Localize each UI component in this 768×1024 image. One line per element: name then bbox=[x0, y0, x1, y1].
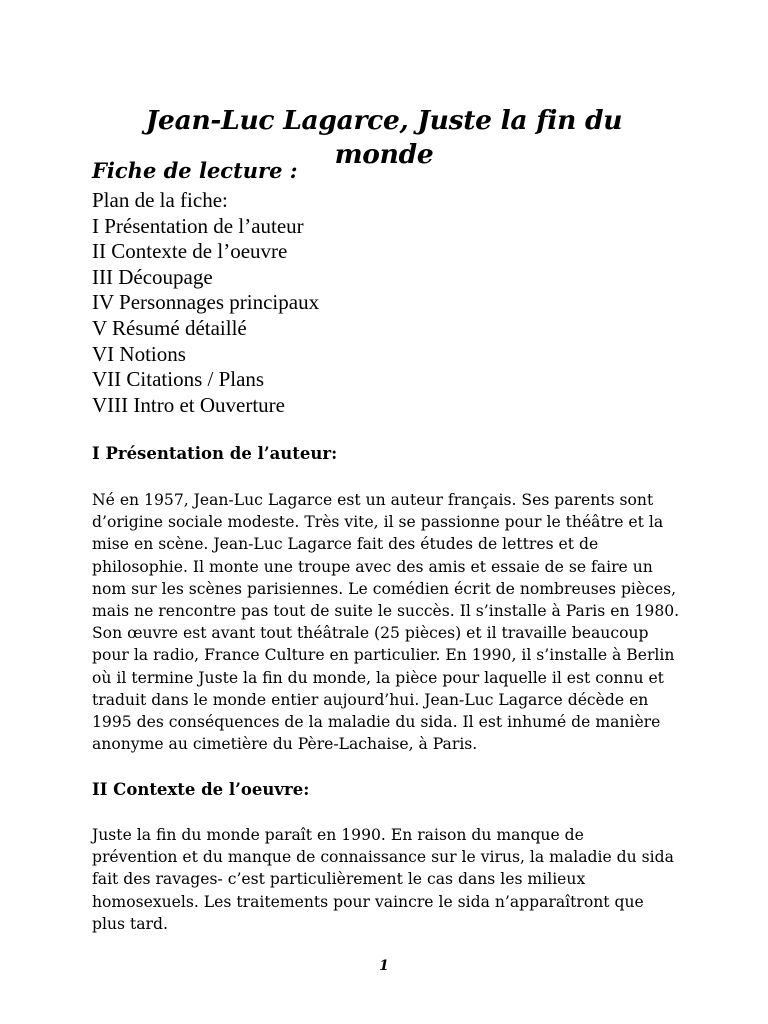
paragraph-line: traduit dans le monde entier aujourd’hui. Jean-Luc Lagarce décède en bbox=[92, 690, 649, 709]
paragraph-line: Né en 1957, Jean-Luc Lagarce est un auteur français. Ses parents sont bbox=[92, 491, 654, 509]
section-paragraph-author bbox=[92, 489, 682, 755]
paragraph-line: pour la radio, France Culture en particulier. En 1990, il s’installe à Berlin bbox=[92, 646, 675, 665]
paragraph-line: Son œuvre est avant tout théâtrale (25 pièces) et il travaille beaucoup bbox=[92, 624, 649, 643]
plan-item: II Contexte de l’oeuvre bbox=[92, 239, 288, 264]
plan-item: Plan de la fiche: bbox=[92, 188, 228, 212]
plan-item: VII Citations / Plans bbox=[92, 367, 265, 392]
paragraph-line: anonyme au cimetière du Père-Lachaise, à Paris. bbox=[92, 735, 478, 754]
paragraph-line: mais ne rencontre pas tout de suite le succès. Il s’installe à Paris en 1980. bbox=[92, 602, 680, 621]
plan-item: V Résumé détaillé bbox=[92, 315, 247, 340]
plan-item: VI Notions bbox=[92, 341, 186, 366]
paragraph-line: nom sur les scènes parisiennes. Le comédien écrit de nombreuses pièces, bbox=[92, 579, 677, 598]
paragraph-line: Juste la fin du monde paraît en 1990. En raison du manque de bbox=[92, 826, 584, 844]
plan-item: I Présentation de l’auteur bbox=[92, 213, 304, 238]
paragraph-line: prévention et du manque de connaissance sur le virus, la maladie du sida bbox=[92, 848, 674, 867]
page-number: 1 bbox=[379, 958, 389, 974]
plan-item: III Découpage bbox=[92, 264, 213, 289]
paragraph-line: philosophie. Il monte une troupe avec des amis et essaie de se faire un bbox=[92, 557, 653, 576]
section-heading-author: I Présentation de l’auteur: bbox=[92, 444, 338, 463]
plan-item: VIII Intro et Ouverture bbox=[92, 392, 285, 417]
paragraph-line: fait des ravages- c’est particulièrement le cas dans les milieux bbox=[92, 870, 586, 889]
paragraph-line: où il termine Juste la fin du monde, la pièce pour laquelle il est connu et bbox=[92, 668, 664, 687]
paragraph-line: d’origine sociale modeste. Très vite, il se passionne pour le théâtre et la bbox=[92, 513, 664, 532]
section-paragraph-context bbox=[92, 824, 682, 935]
paragraph-line: homosexuels. Les traitements pour vaincre le sida n’apparaîtront que bbox=[92, 892, 644, 911]
title-line: monde bbox=[334, 138, 434, 170]
section-heading-context: II Contexte de l’oeuvre: bbox=[92, 780, 310, 799]
paragraph-line: mise en scène. Jean-Luc Lagarce fait des études de lettres et de bbox=[92, 535, 599, 554]
paragraph-line: plus tard. bbox=[92, 914, 168, 933]
plan-item: IV Personnages principaux bbox=[92, 290, 320, 315]
plan-list bbox=[92, 188, 319, 418]
title-line: Jean-Luc Lagarce, Juste la fin du bbox=[145, 104, 623, 136]
paragraph-line: 1995 des conséquences de la maladie du sida. Il est inhumé de manière bbox=[92, 713, 661, 732]
document-subtitle: Fiche de lecture : bbox=[92, 158, 298, 183]
